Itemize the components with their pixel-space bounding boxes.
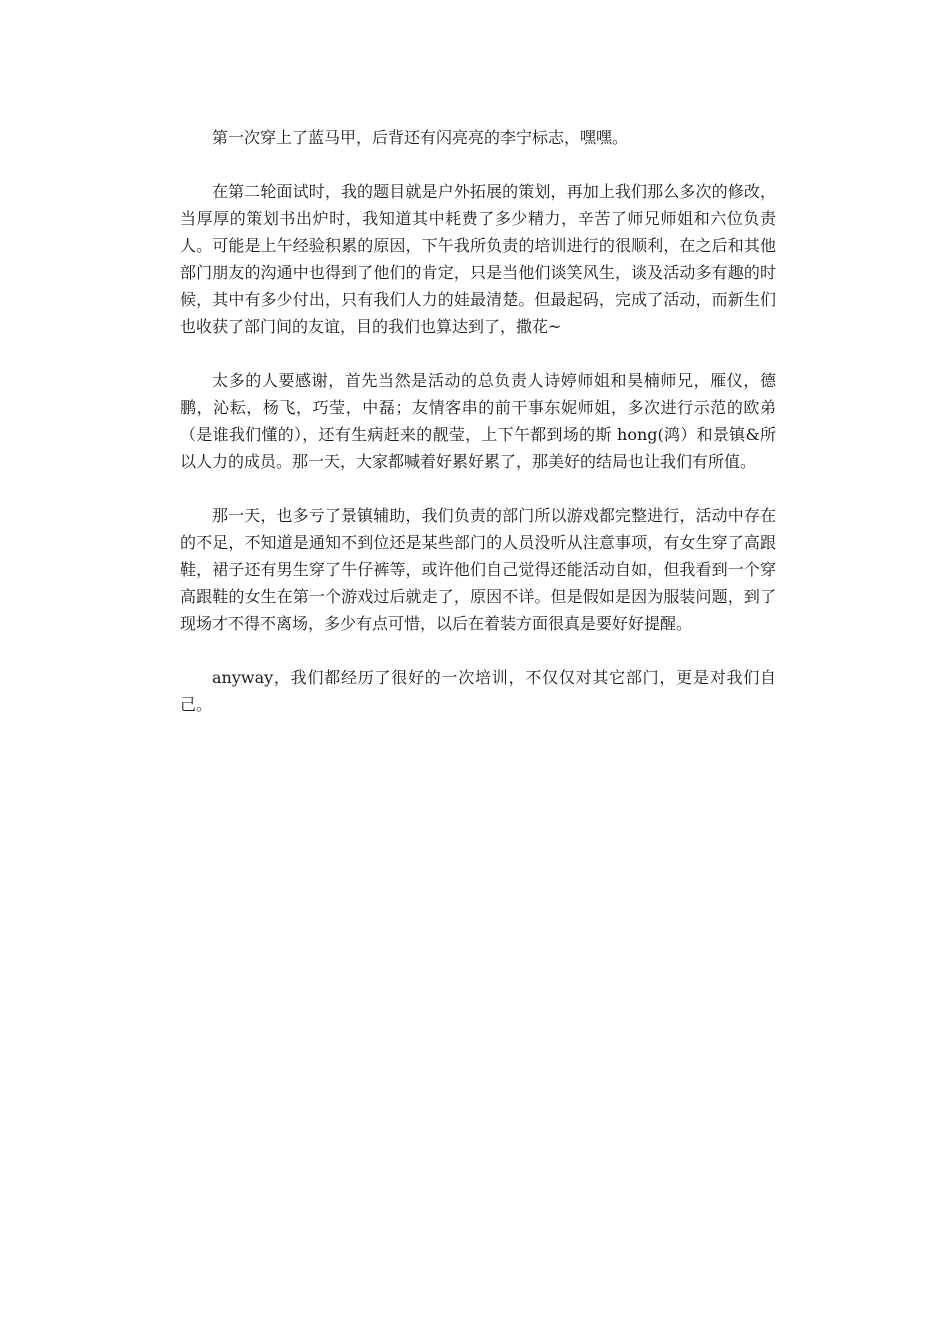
paragraph-5: anyway，我们都经历了很好的一次培训，不仅仅对其它部门，更是对我们自己。 [180,668,776,714]
paragraph-1: 第一次穿上了蓝马甲，后背还有闪亮亮的李宁标志，嘿嘿。 [212,128,629,147]
paragraph-3: 太多的人要感谢，首先当然是活动的总负责人诗婷师姐和昊楠师兄，雁仪，德鹏，沁耘，杨飞，巧莹，中磊；友情客串的前干事东妮师姐，多次进行示范的欧弟（是谁我们懂的），还有生病赶来的靓莹，上下午都到场的斯 hong(鸿）和景镇&所以人力的成员。那一天，大家都喊着好累好累了，那美好的结局也让我们有所值。 [180,371,776,471]
document-body [180,124,776,745]
paragraph-2: 在第二轮面试时，我的题目就是户外拓展的策划，再加上我们那么多次的修改，当厚厚的策划书出炉时，我知道其中耗费了多少精力，辛苦了师兄师姐和六位负责人。可能是上午经验积累的原因，下午我所负责的培训进行的很顺利，在之后和其他部门朋友的沟通中也得到了他们的肯定，只是当他们谈笑风生，谈及活动多有趣的时候，其中有多少付出，只有我们人力的娃最清楚。但最起码，完成了活动，而新生们也收获了部门间的友谊，目的我们也算达到了，撒花~ [180,182,776,336]
paragraph-4: 那一天，也多亏了景镇辅助，我们负责的部门所以游戏都完整进行，活动中存在的不足，不知道是通知不到位还是某些部门的人员没听从注意事项，有女生穿了高跟鞋，裙子还有男生穿了牛仔裤等，或许他们自己觉得还能活动自如，但我看到一个穿高跟鞋的女生在第一个游戏过后就走了，原因不详。但是假如是因为服装问题，到了现场才不得不离场，多少有点可惜，以后在着装方面很真是要好好提醒。 [180,506,776,633]
